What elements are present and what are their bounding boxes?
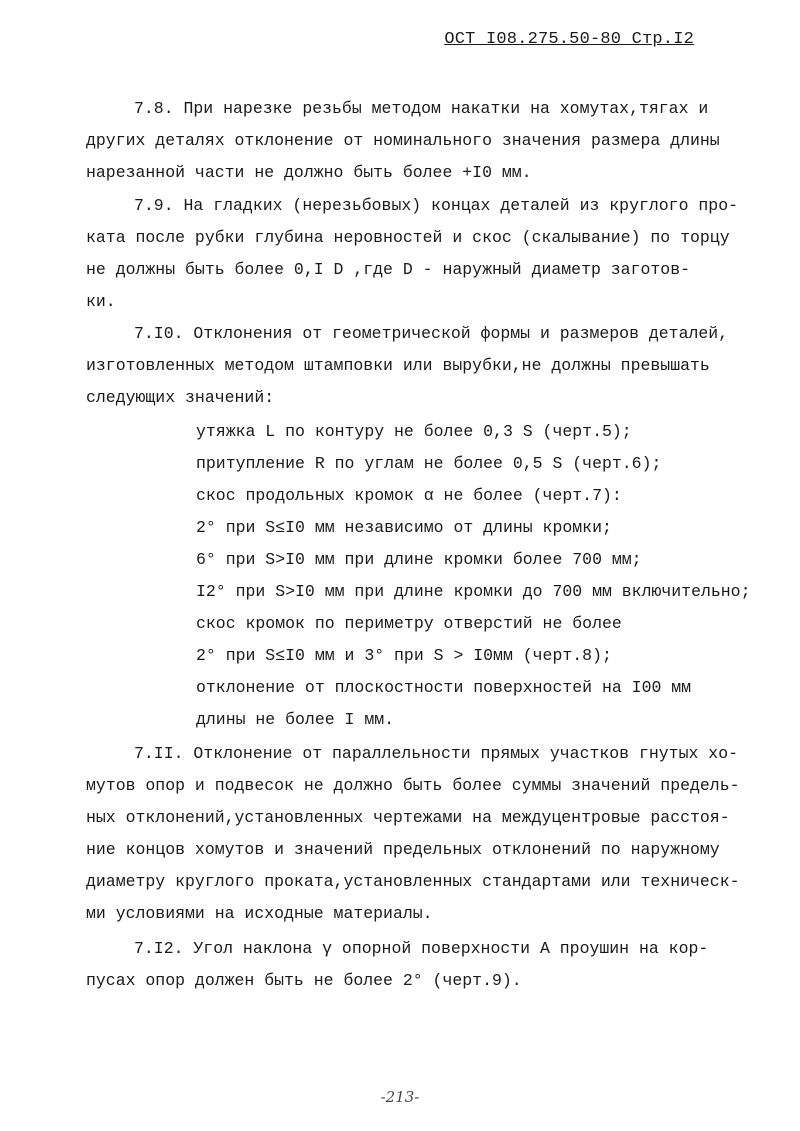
text-line: пусах опор должен быть не более 2° (черт.9). (86, 971, 522, 990)
list-item: 2° при S≤I0 мм независимо от длины кромки; (196, 518, 612, 537)
list-item: отклонение от плоскостности поверхностей на I00 мм (196, 678, 692, 697)
text-line: 7.9. На гладких (нерезьбовых) концах деталей из круглого про- (134, 196, 738, 215)
paragraph-7-12 (86, 933, 746, 997)
text-line: диаметру круглого проката,установленных стандартами или техническ- (86, 872, 740, 891)
paragraph-7-9 (86, 190, 746, 318)
text-line: ката после рубки глубина неровностей и скос (скалывание) по торцу (86, 228, 730, 247)
text-line: других деталях отклонение от номинального значения размера длины (86, 131, 720, 150)
text-line: ние концов хомутов и значений предельных отклонений по наружному (86, 840, 720, 859)
paragraph-7-8 (86, 93, 746, 189)
document-header: ОСТ I08.275.50-80 Стр.I2 (444, 30, 694, 49)
text-line: 7.II. Отклонение от параллельности прямых участков гнутых хо- (134, 744, 738, 763)
list-item: скос продольных кромок α не более (черт.7): (196, 486, 622, 505)
text-line: ми условиями на исходные материалы. (86, 904, 433, 923)
text-line: следующих значений: (86, 388, 275, 407)
page-number: -213- (380, 1088, 420, 1106)
deviation-list (196, 416, 766, 736)
list-item: притупление R по углам не более 0,5 S (черт.6); (196, 454, 662, 473)
list-item: I2° при S>I0 мм при длине кромки до 700 мм включительно; (196, 582, 751, 601)
text-line: ных отклонений,установленных чертежами на междуцентровые расстоя- (86, 808, 730, 827)
text-line: мутов опор и подвесок не должно быть более суммы значений предель- (86, 776, 740, 795)
text-line: изготовленных методом штамповки или вырубки,не должны превышать (86, 356, 710, 375)
text-line: не должны быть более 0,I D ,где D - наружный диаметр заготов- (86, 260, 690, 279)
list-item: длины не более I мм. (196, 710, 395, 729)
text-line: 7.I2. Угол наклона γ опорной поверхности А проушин на кор- (134, 939, 709, 958)
list-item: скос кромок по периметру отверстий не более (196, 614, 622, 633)
paragraph-7-11 (86, 738, 746, 930)
list-item: 2° при S≤I0 мм и 3° при S > I0мм (черт.8); (196, 646, 612, 665)
text-line: 7.8. При нарезке резьбы методом накатки на хомутах,тягах и (134, 99, 709, 118)
list-item: утяжка L по контуру не более 0,3 S (черт.5); (196, 422, 632, 441)
text-line: нарезанной части не должно быть более +I0 мм. (86, 163, 532, 182)
list-item: 6° при S>I0 мм при длине кромки более 700 мм; (196, 550, 642, 569)
text-line: 7.I0. Отклонения от геометрической формы и размеров деталей, (134, 324, 729, 343)
paragraph-7-10 (86, 318, 746, 414)
text-line: ки. (86, 292, 116, 311)
